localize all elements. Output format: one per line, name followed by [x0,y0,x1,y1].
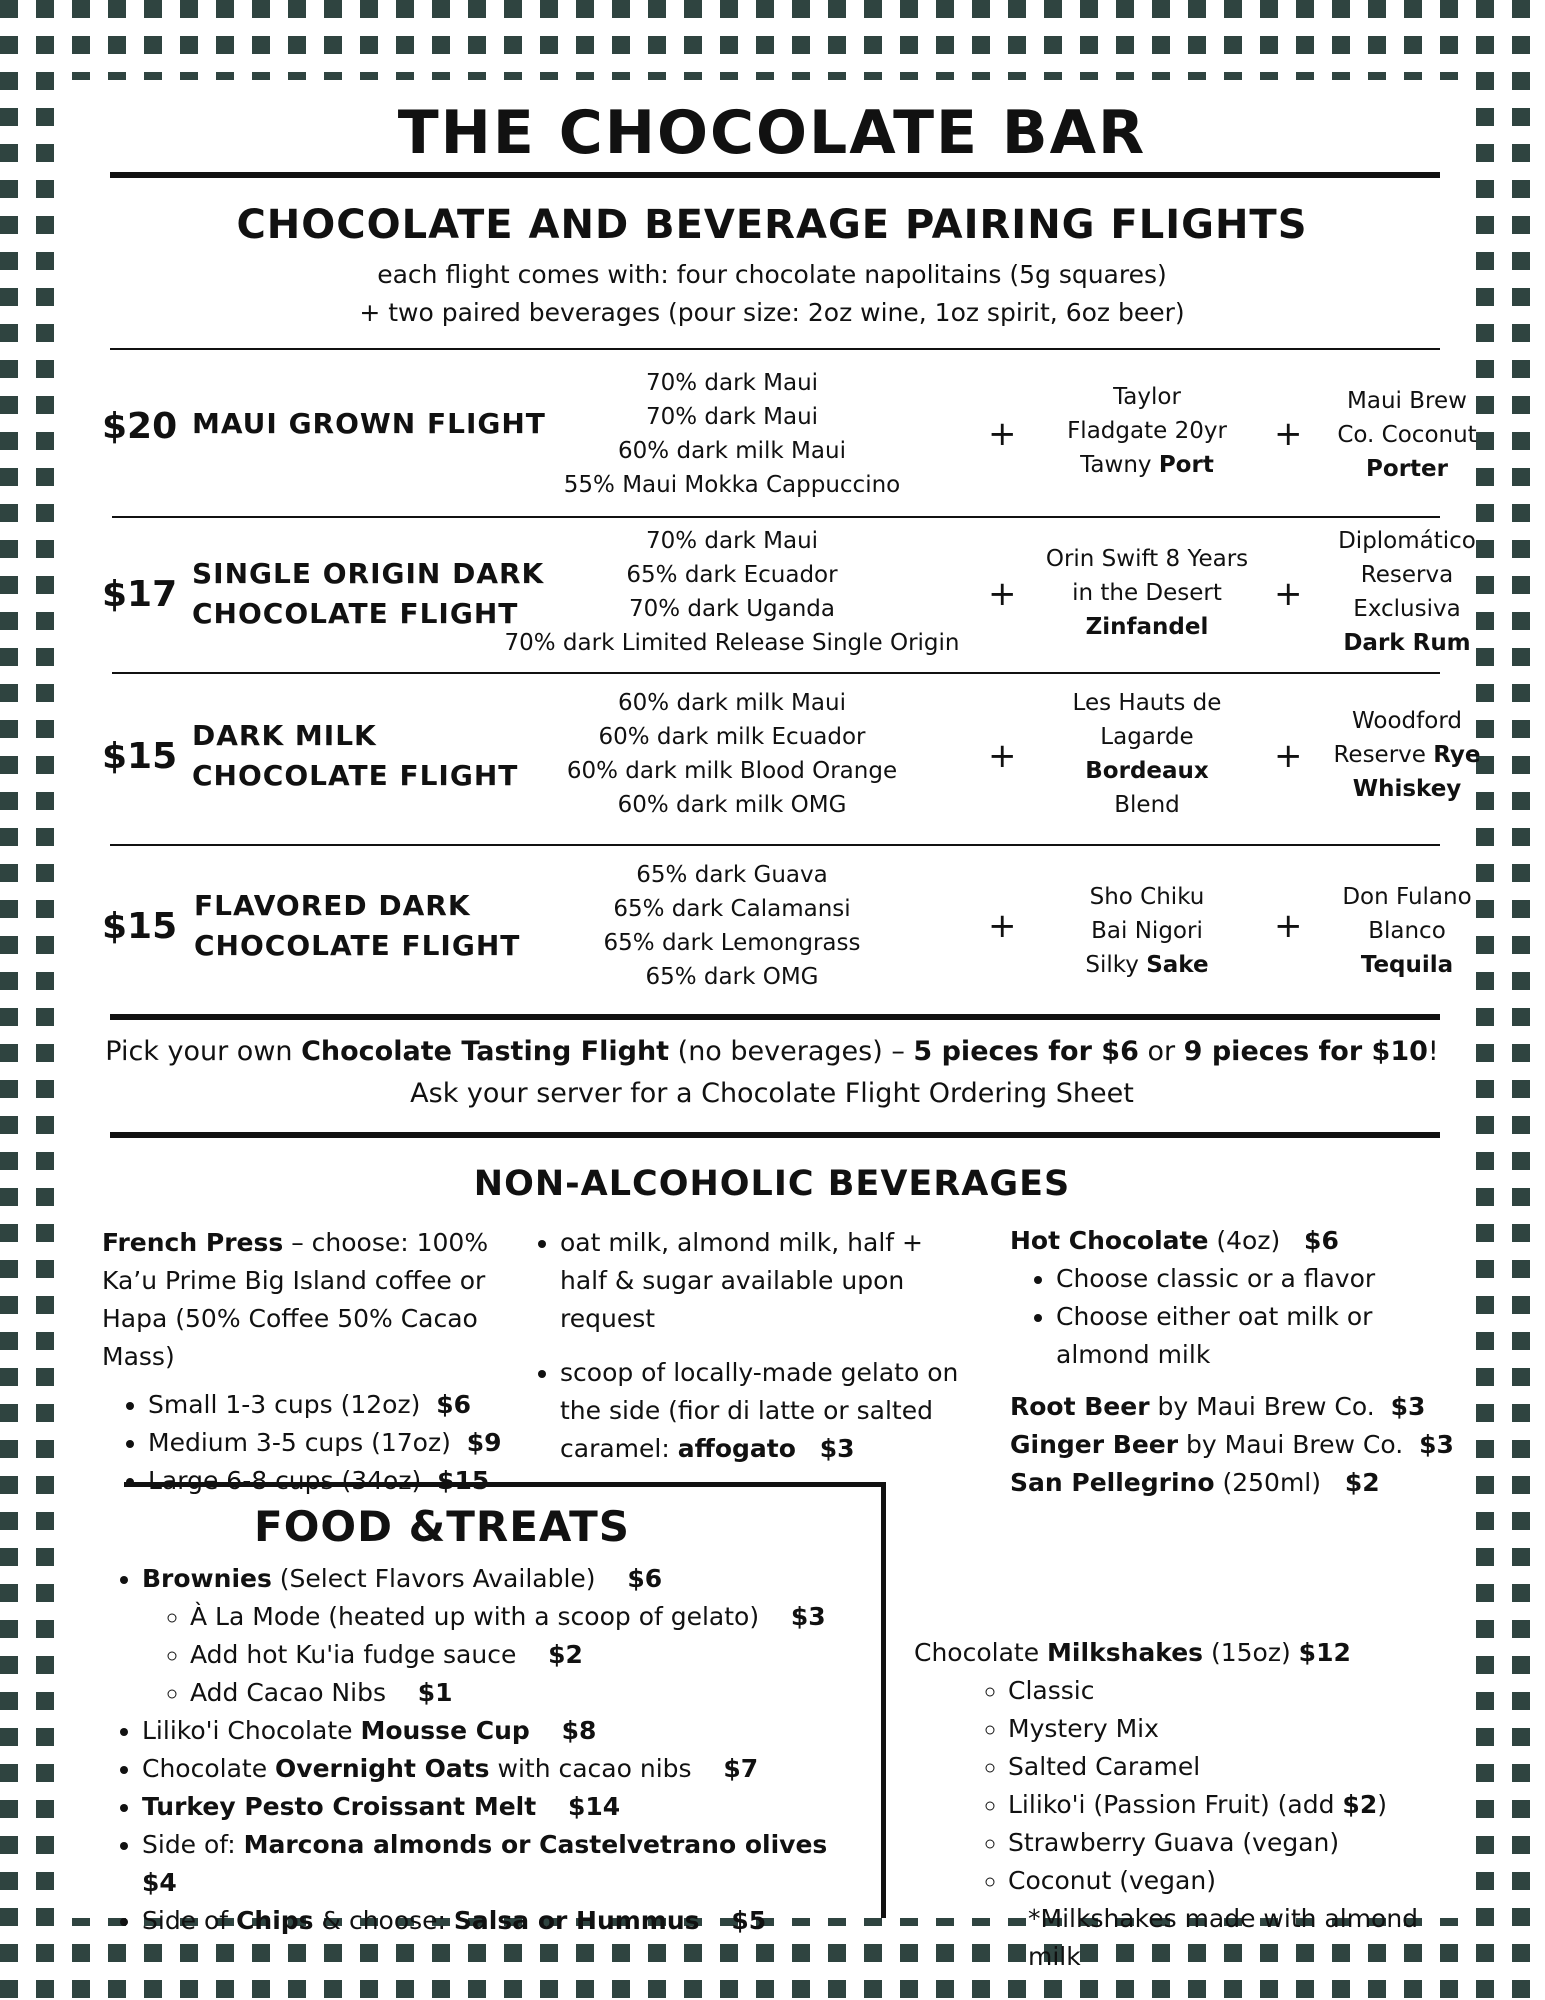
food-price: $14 [568,1792,621,1821]
food-name: Brownies [142,1564,272,1593]
beverage-line: Bai Nigori [1091,918,1203,944]
hot-chocolate-size: (4oz) [1208,1226,1281,1255]
extra-price: $3 [819,1434,855,1463]
size-label: Small 1-3 cups (12oz) [148,1390,421,1419]
flight-row [102,686,1481,836]
non-alcoholic-heading: NON-ALCOHOLIC BEVERAGES [473,1164,1071,1204]
food-text: Side of: [142,1830,244,1859]
list-item: ◦ Strawberry Guava (vegan) [1008,1824,1474,1862]
beverage-type: Sake [1146,952,1209,978]
food-price: $4 [142,1868,177,1897]
hot-chocolate-line [1010,1222,1470,1260]
food-text: with cacao nibs [489,1754,692,1783]
beverage-line: Lagarde [1100,724,1194,750]
beverage-line: Maui Brew [1347,388,1467,414]
flight-name [194,886,520,966]
divider [110,844,1440,846]
menu-panel [68,80,1481,1971]
beverage-pairing [1312,524,1502,660]
flight-row [102,366,1477,516]
list-item [1010,1464,1470,1502]
addon-label: Add Cacao Nibs [190,1678,386,1707]
list-item: ◦ Salted Caramel [1008,1748,1474,1786]
list-item [148,1386,512,1424]
soda-desc: by Maui Brew Co. [1178,1430,1404,1459]
list-item: ◦ Coconut (vegan) [1008,1862,1474,1900]
divider [110,1132,1440,1138]
flight-name [192,404,546,444]
flight-name-line: CHOCOLATE FLIGHT [192,759,519,792]
beverage-line: in the Desert [1072,580,1222,606]
list-item [148,1424,512,1462]
plus-sign: + [988,906,1017,946]
extras-column [532,1224,962,1468]
chocolate-item: 60% dark milk Maui [618,690,846,716]
beverage-type: Bordeaux [1085,758,1209,784]
size-price: $9 [466,1428,502,1457]
food-list [102,1560,882,1940]
food-name: Marcona almonds or Castelvetrano olives [243,1830,828,1859]
flight-name-line: MAUI GROWN FLIGHT [192,407,546,440]
divider [110,1014,1440,1020]
milkshake-text: Chocolate [914,1638,1048,1667]
addon-price: $3 [790,1602,826,1631]
beverage-text: Tawny [1080,452,1159,478]
list-item [142,1560,882,1712]
soda-price: $2 [1344,1468,1380,1497]
food-name: Overnight Oats [275,1754,490,1783]
soda-name: Root Beer [1010,1392,1150,1421]
tasting-text: (no beverages) – [669,1036,914,1067]
french-press-column [102,1224,512,1500]
tasting-text: Pick your own [105,1036,302,1067]
list-item [190,1598,882,1636]
tasting-flight-line [68,1036,1476,1067]
french-press-name: French Press [102,1228,284,1257]
food-price: $7 [723,1754,759,1783]
flavor-label: ) [1377,1790,1387,1819]
divider [112,672,1440,674]
list-item [142,1750,882,1788]
beverage-line: Orin Swift 8 Years [1045,546,1249,572]
food-heading: FOOD &TREATS [254,1502,631,1551]
addon-price: $2 [548,1640,583,1669]
food-name: Turkey Pesto Croissant Melt [142,1792,537,1821]
plus-sign: + [1274,414,1303,454]
beverage-type: Rye [1433,742,1481,768]
list-item [1008,1786,1474,1824]
flight-price: $20 [102,406,178,447]
list-item: • oat milk, almond milk, half + half & sugar available upon request [560,1224,962,1338]
list-item: • Choose classic or a flavor [1056,1260,1396,1298]
food-name: Mousse Cup [360,1716,530,1745]
beverage-line: Exclusiva [1353,596,1461,622]
addon-label: Add hot Ku'ia fudge sauce [190,1640,517,1669]
size-label: Medium 3-5 cups (17oz) [148,1428,451,1457]
brownie-addons [142,1598,882,1712]
beverage-line: Don Fulano [1342,884,1472,910]
beverage-line: Les Hauts de [1072,690,1222,716]
beverage-type: Porter [1366,456,1448,482]
flight-chocolates [502,858,962,994]
hot-chocolate-column [1010,1222,1470,1502]
list-item [560,1354,962,1468]
beverage-line: Blanco [1368,918,1446,944]
plus-sign: + [1274,574,1303,614]
beverage-type: Port [1158,452,1214,478]
beverage-pairing [1052,380,1242,482]
beverage-line: Co. Coconut [1337,422,1477,448]
list-item [142,1788,882,1826]
beverage-line [1052,948,1242,982]
beverage-line [1052,448,1242,482]
food-name: Chips [236,1906,314,1935]
beverage-pairing [1052,880,1242,982]
beverage-line [1300,738,1514,772]
chocolate-item: 65% dark Guava [636,862,828,888]
soda-price: $3 [1390,1392,1426,1421]
chocolate-item: 70% dark Maui [645,528,819,554]
milkshake-size: (15oz) [1203,1638,1291,1667]
plus-sign: + [988,574,1017,614]
flight-name-line: SINGLE ORIGIN DARK [192,557,545,590]
size-price: $6 [436,1390,472,1419]
tasting-order-note: Ask your server for a Chocolate Flight Ordering Sheet [410,1078,1134,1109]
beverage-pairing [1312,880,1502,982]
milkshake-name: Milkshakes [1047,1638,1204,1667]
plus-sign: + [988,414,1017,454]
food-price: $5 [731,1906,767,1935]
beverage-pairing [1312,384,1502,486]
milkshake-flavors [914,1672,1474,1900]
chocolate-item: 60% dark milk OMG [617,792,847,818]
flights-heading: CHOCOLATE AND BEVERAGE PAIRING FLIGHTS [236,202,1308,248]
milkshakes-column [914,1634,1474,1976]
chocolate-item: 70% dark Maui [645,370,819,396]
food-text: Chocolate [142,1754,276,1783]
flight-name [192,716,518,796]
tasting-text: ! [1427,1036,1439,1067]
list-item [1010,1388,1470,1426]
tasting-price: 9 pieces for $10 [1183,1036,1428,1067]
food-text: Side of [142,1906,237,1935]
flight-chocolates [502,686,962,822]
divider [110,348,1440,350]
flavor-label: Liliko'i (Passion Fruit) (add [1008,1790,1343,1819]
soda-name: San Pellegrino [1010,1468,1215,1497]
extra-name: affogato [677,1434,796,1463]
plus-sign: + [1274,906,1303,946]
list-item [142,1902,882,1940]
chocolate-item: 65% dark Calamansi [613,896,851,922]
tasting-flight-name: Chocolate Tasting Flight [301,1036,670,1067]
list-item [142,1826,882,1902]
list-item: • Choose either oat milk or almond milk [1056,1298,1396,1374]
flight-row [102,524,1476,674]
chocolate-item: 65% dark Lemongrass [603,930,861,956]
chocolate-item: 60% dark milk Blood Orange [566,758,898,784]
milkshake-price: $12 [1298,1638,1351,1667]
chocolate-item: 70% dark Uganda [628,596,835,622]
plus-sign: + [1274,736,1303,776]
list-item [1010,1426,1470,1464]
flight-name-line: CHOCOLATE FLIGHT [192,597,519,630]
menu-title: THE CHOCOLATE BAR [397,98,1147,168]
chocolate-item: 60% dark milk Maui [618,438,846,464]
flight-name-line: CHOCOLATE FLIGHT [194,929,521,962]
chocolate-item: 65% dark Ecuador [626,562,838,588]
chocolate-item: 60% dark milk Ecuador [598,724,866,750]
flight-name-line: DARK MILK [192,719,377,752]
soda-desc: by Maui Brew Co. [1149,1392,1375,1421]
size-label: Large 6-8 cups (34oz) [148,1466,422,1495]
list-item [142,1712,882,1750]
chocolate-item: 70% dark Maui [645,404,819,430]
food-name: Salsa or Hummus [453,1906,700,1935]
beverage-type: Dark Rum [1343,630,1471,656]
beverage-pairing [1052,686,1242,822]
divider [110,172,1440,178]
extra-text: scoop of locally-made gelato on the side (fior di latte or salted caramel: [560,1358,959,1463]
french-press-text: – choose: 100% Ka’u Prime Big Island coffee or Hapa (50% Coffee 50% Cacao Mass) [102,1228,489,1371]
plus-sign: + [988,736,1017,776]
flight-price: $17 [102,574,178,615]
beverage-text: Silky [1085,952,1147,978]
soda-price: $3 [1419,1430,1454,1459]
beverage-line: Woodford [1352,708,1462,734]
beverage-type: Tequila [1360,952,1454,978]
soda-name: Ginger Beer [1010,1430,1179,1459]
flight-price: $15 [102,736,178,777]
flights-subtitle: each flight comes with: four chocolate napolitains (5g squares) [377,260,1167,289]
beverage-line: Sho Chiku [1089,884,1205,910]
beverage-line: Reserva [1360,562,1454,588]
soda-list [1010,1388,1470,1502]
beverage-line: Diplomático [1338,528,1476,554]
list-item [190,1674,882,1712]
beverage-line: Fladgate 20yr [1067,418,1227,444]
beverage-pairing [1040,542,1254,644]
milkshakes-line [914,1634,1474,1672]
list-item: ◦ Mystery Mix [1008,1710,1474,1748]
divider [112,516,1440,518]
size-price: $15 [437,1466,490,1495]
flight-chocolates [502,366,962,502]
chocolate-item: 55% Maui Mokka Cappuccino [563,472,901,498]
food-price: $6 [627,1564,663,1593]
flight-price: $15 [102,906,178,947]
flight-chocolates [502,524,962,660]
flight-name [192,554,544,634]
food-text: Liliko'i Chocolate [142,1716,361,1745]
flights-subtitle: + two paired beverages (pour size: 2oz wine, 1oz spirit, 6oz beer) [359,298,1185,327]
hot-chocolate-options [1010,1260,1396,1374]
chocolate-item: 70% dark Limited Release Single Origin [504,630,960,656]
food-price: $8 [561,1716,597,1745]
addon-label: À La Mode (heated up with a scoop of gelato) [190,1602,760,1631]
soda-desc: (250ml) [1214,1468,1322,1497]
flight-name-line: FLAVORED DARK [194,889,471,922]
food-desc: (Select Flavors Available) [271,1564,596,1593]
beverage-type: Whiskey [1352,776,1462,802]
food-text: & choose: [313,1906,454,1935]
hot-chocolate-name: Hot Chocolate [1010,1226,1209,1255]
milkshake-note: *Milkshakes made with almond milk [1028,1904,1419,1971]
flight-row [102,858,1472,1008]
flavor-price: $2 [1342,1790,1378,1819]
tasting-text: or [1138,1036,1184,1067]
beverage-line: Blend [1114,792,1180,818]
extras-list [532,1224,962,1468]
chocolate-item: 65% dark OMG [645,964,819,990]
beverage-type: Zinfandel [1085,614,1209,640]
addon-price: $1 [417,1678,453,1707]
list-item: ◦ Classic [1008,1672,1474,1710]
list-item [190,1636,882,1674]
beverage-line: Taylor [1113,384,1181,410]
beverage-pairing [1300,704,1514,806]
tasting-price: 5 pieces for $6 [913,1036,1139,1067]
beverage-text: Reserve [1333,742,1434,768]
french-press-desc [102,1224,512,1376]
hot-chocolate-price: $6 [1304,1226,1339,1255]
